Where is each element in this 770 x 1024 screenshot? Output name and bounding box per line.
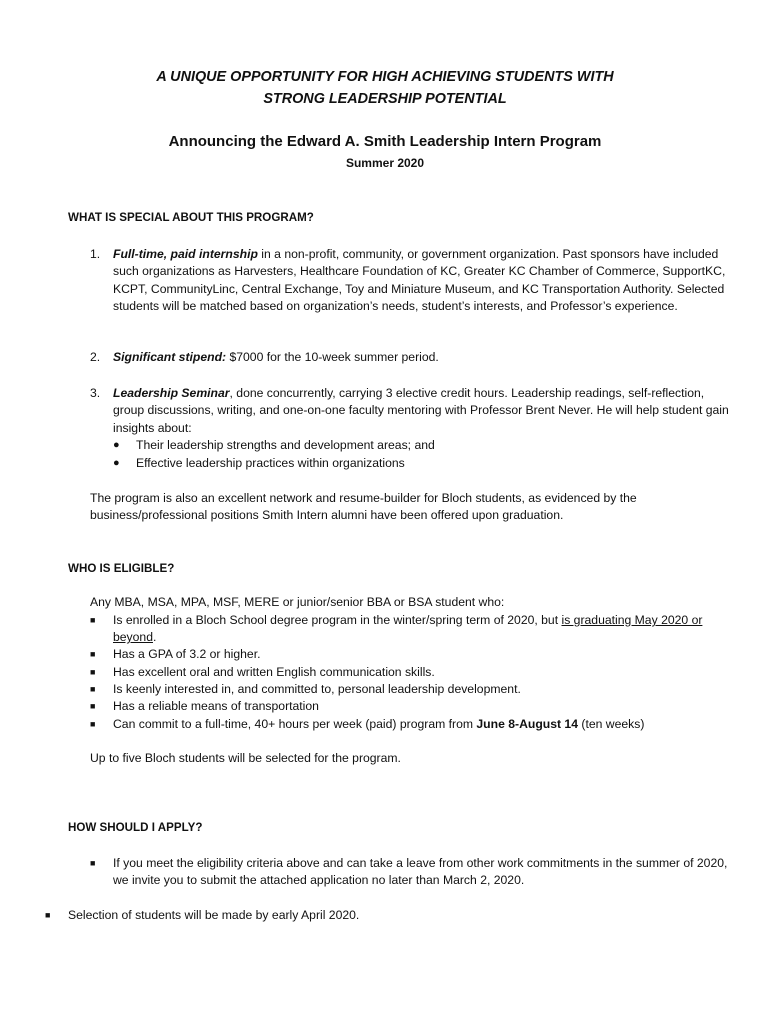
term-label: Summer 2020 <box>345 156 425 170</box>
item-number: 3. <box>90 386 101 400</box>
eligible-heading: WHO IS ELIGIBLE? <box>68 562 175 575</box>
eligibility-bullet <box>90 646 730 663</box>
bullet-text: Has a GPA of 3.2 or higher. <box>113 647 261 661</box>
program-dates: June 8-August 14 <box>476 717 578 731</box>
graduation-requirement: is graduating May 2020 or beyond <box>113 613 703 645</box>
sub-bullet <box>113 437 435 454</box>
apply-heading: HOW SHOULD I APPLY? <box>68 821 203 834</box>
selection-count-text: Up to five Bloch students will be selected for the program. <box>90 751 401 765</box>
eligibility-bullet <box>90 612 730 647</box>
bullet-square-icon: ■ <box>90 719 96 729</box>
item-bold: Full-time, paid internship <box>113 247 258 261</box>
eligibility-bullet <box>90 681 730 698</box>
eligibility-bullet <box>90 716 730 733</box>
apply-bullet <box>90 855 730 890</box>
item-body: in a non-profit, community, or government organization. Past sponsors have included such organizations as Harvesters, Healthcare Foundation of KC, Greater KC Chamber of Commerce, SupportKC, KCPT, CommunityLinc, Central Exchange, Toy and Miniature Museum, and KC Transportation Authority. Selected students will be matched based on organization’s needs, student’s interests, and Professor’s experience. <box>113 247 726 314</box>
bullet-square-icon: ■ <box>90 701 96 711</box>
list-item <box>90 385 730 437</box>
item-text <box>113 385 730 437</box>
bullet-text: Selection of students will be made by early April 2020. <box>68 908 360 922</box>
bullet-square-icon: ■ <box>90 649 96 659</box>
network-paragraph: The program is also an excellent network and resume-builder for Bloch students, as evidenced by the business/professional positions Smith Intern alumni have been offered upon graduation. <box>90 491 637 523</box>
item-number: 2. <box>90 350 101 364</box>
item-number: 1. <box>90 247 101 261</box>
item-text <box>113 246 730 316</box>
bullet-square-icon: ■ <box>45 910 51 920</box>
item-body: , done concurrently, carrying 3 elective credit hours. Leadership readings, self-reflection, group discussions, writing, and one-on-one faculty mentoring with Professor Brent Never. He will help student gain insights about: <box>113 386 729 435</box>
bullet-text: If you meet the eligibility criteria above and can take a leave from other work commitments in the summer of 2020, we invite you to submit the attached application no later than March 2, 2020. <box>113 856 728 888</box>
bullet-text: Has excellent oral and written English communication skills. <box>113 665 435 679</box>
bullet-square-icon: ■ <box>90 684 96 694</box>
bullet-dot-icon: ● <box>113 457 120 469</box>
title-line-2: STRONG LEADERSHIP POTENTIAL <box>263 91 507 107</box>
eligibility-bullet <box>90 664 730 681</box>
item-body: $7000 for the 10-week summer period. <box>226 350 439 364</box>
bullet-text: Is enrolled in a Bloch School degree program in the winter/spring term of 2020, but is graduating May 2020 or beyond. <box>113 613 703 645</box>
bullet-text: Can commit to a full-time, 40+ hours per week (paid) program from June 8-August 14 (ten weeks) <box>113 717 645 731</box>
announce-heading: Announcing the Edward A. Smith Leadership Intern Program <box>168 133 602 150</box>
eligibility-bullet <box>90 698 730 715</box>
sub-bullet-text: Effective leadership practices within organizations <box>136 456 405 470</box>
bullet-dot-icon: ● <box>113 439 120 451</box>
eligible-intro: Any MBA, MSA, MPA, MSF, MERE or junior/senior BBA or BSA student who: <box>90 595 505 609</box>
list-item <box>90 246 730 316</box>
bullet-square-icon: ■ <box>90 615 96 625</box>
item-bold: Leadership Seminar <box>113 386 230 400</box>
special-heading: WHAT IS SPECIAL ABOUT THIS PROGRAM? <box>68 211 314 224</box>
title-line-1: A UNIQUE OPPORTUNITY FOR HIGH ACHIEVING STUDENTS WITH <box>156 69 614 85</box>
sub-bullet <box>113 455 405 472</box>
item-bold: Significant stipend: <box>113 350 227 364</box>
final-bullet <box>45 907 685 924</box>
item-text <box>113 349 730 366</box>
bullet-text: Is keenly interested in, and committed to, personal leadership development. <box>113 682 521 696</box>
bullet-square-icon: ■ <box>90 667 96 677</box>
sub-bullet-text: Their leadership strengths and development areas; and <box>136 438 435 452</box>
bullet-square-icon: ■ <box>90 858 96 868</box>
bullet-text: Has a reliable means of transportation <box>113 699 319 713</box>
list-item <box>90 349 730 366</box>
